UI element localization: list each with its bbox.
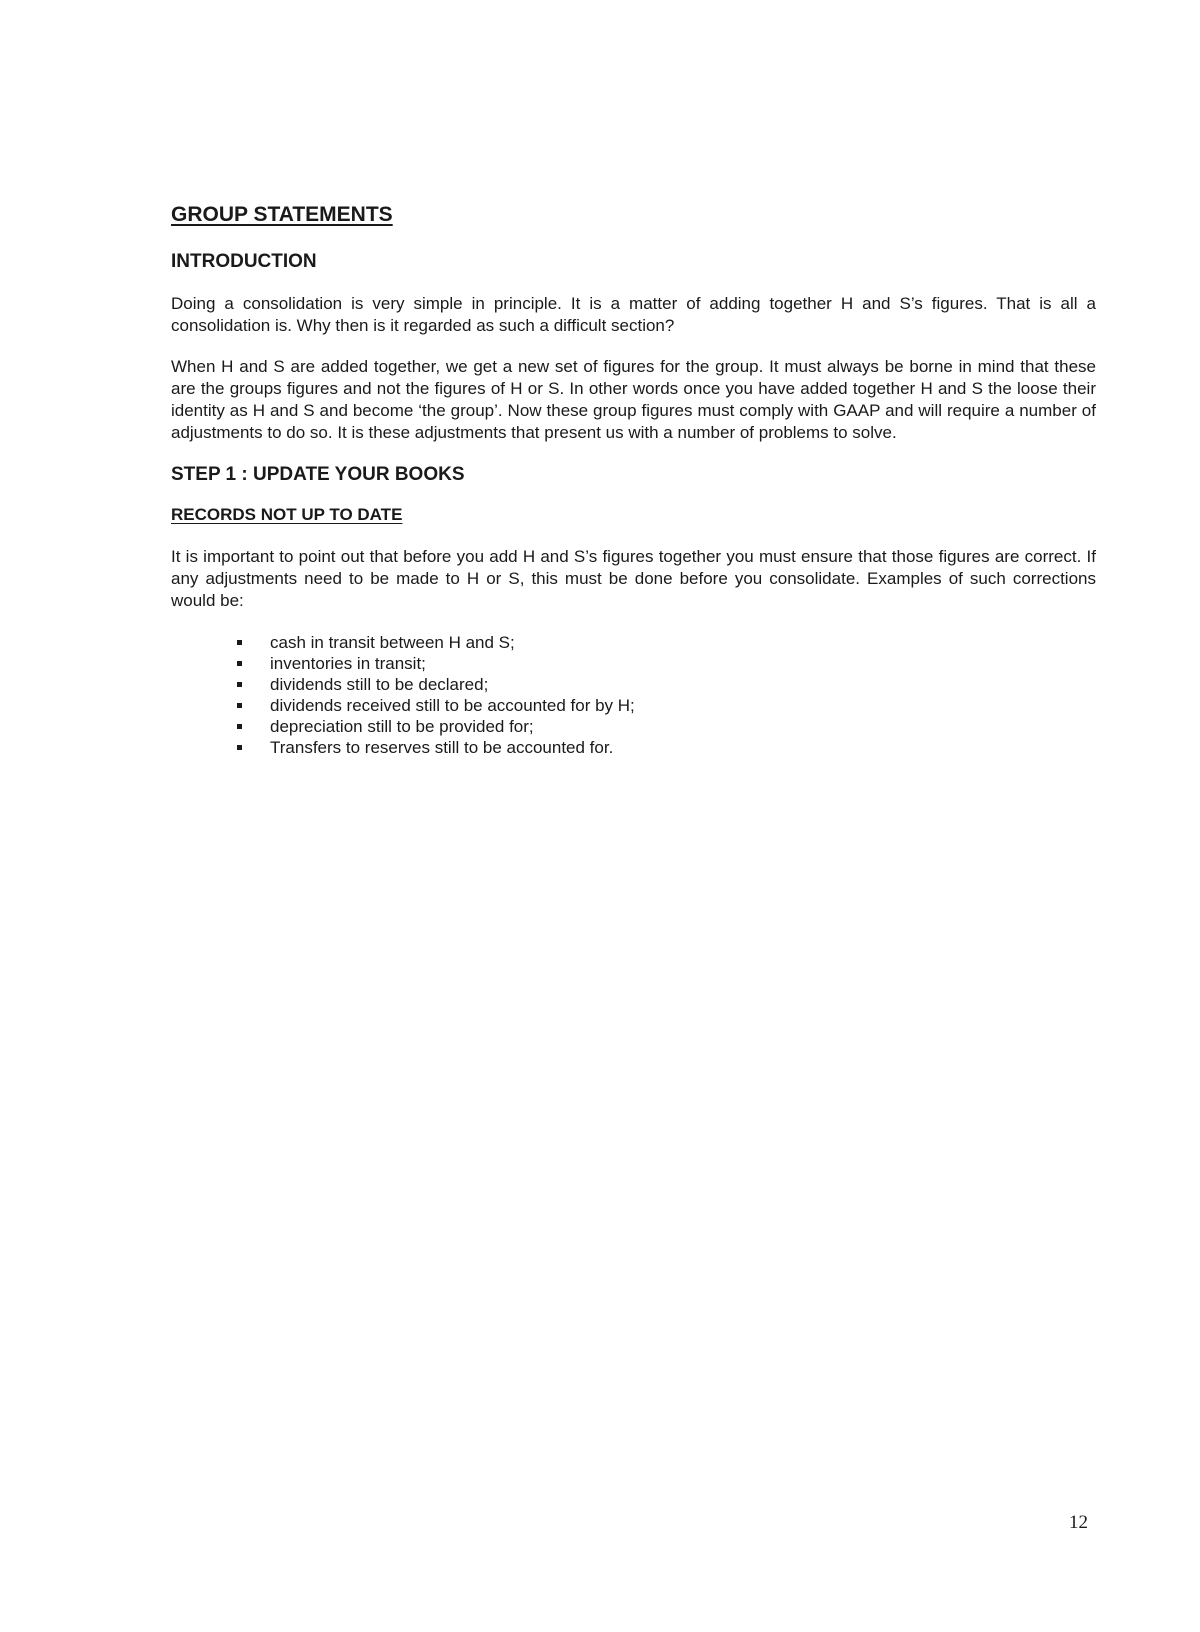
square-bullet-icon	[237, 640, 242, 645]
list-item	[237, 653, 1096, 674]
list-item	[237, 716, 1096, 737]
square-bullet-icon	[237, 724, 242, 729]
records-paragraph: It is important to point out that before you add H and S’s figures together you must ensure that those figures are correct. If any adjustments need to be made to H or S, this must be done before you consolidate. Examples of such corrections would be:	[171, 547, 1096, 610]
square-bullet-icon	[237, 682, 242, 687]
list-item	[237, 695, 1096, 716]
list-item-text: dividends still to be declared;	[270, 675, 489, 694]
page-number: 12	[1069, 1512, 1088, 1533]
corrections-list	[171, 632, 1096, 758]
list-item-text: inventories in transit;	[270, 654, 426, 673]
introduction-paragraph-1: Doing a consolidation is very simple in principle. It is a matter of adding together H and S’s figures. That is all a consolidation is. Why then is it regarded as such a difficult section?	[171, 294, 1096, 335]
list-item	[237, 737, 1096, 758]
square-bullet-icon	[237, 745, 242, 750]
list-item-text: depreciation still to be provided for;	[270, 717, 534, 736]
document-title: GROUP STATEMENTS	[171, 203, 393, 226]
square-bullet-icon	[237, 661, 242, 666]
list-item-text: Transfers to reserves still to be accounted for.	[270, 738, 614, 757]
list-item	[237, 632, 1096, 653]
page-content	[171, 202, 1096, 758]
introduction-heading: INTRODUCTION	[171, 251, 317, 272]
records-subheading: RECORDS NOT UP TO DATE	[171, 505, 403, 524]
list-item-text: dividends received still to be accounted for by H;	[270, 696, 635, 715]
square-bullet-icon	[237, 703, 242, 708]
list-item-text: cash in transit between H and S;	[270, 633, 515, 652]
introduction-paragraph-2: When H and S are added together, we get a new set of figures for the group. It must always be borne in mind that these are the groups figures and not the figures of H or S. In other words once you have added together H and S the loose their identity as H and S and become ‘the group’. Now these group figures must comply with GAAP and will require a number of adjustments to do so. It is these adjustments that present us with a number of problems to solve.	[171, 357, 1096, 442]
step-1-heading: STEP 1 : UPDATE YOUR BOOKS	[171, 464, 465, 485]
list-item	[237, 674, 1096, 695]
